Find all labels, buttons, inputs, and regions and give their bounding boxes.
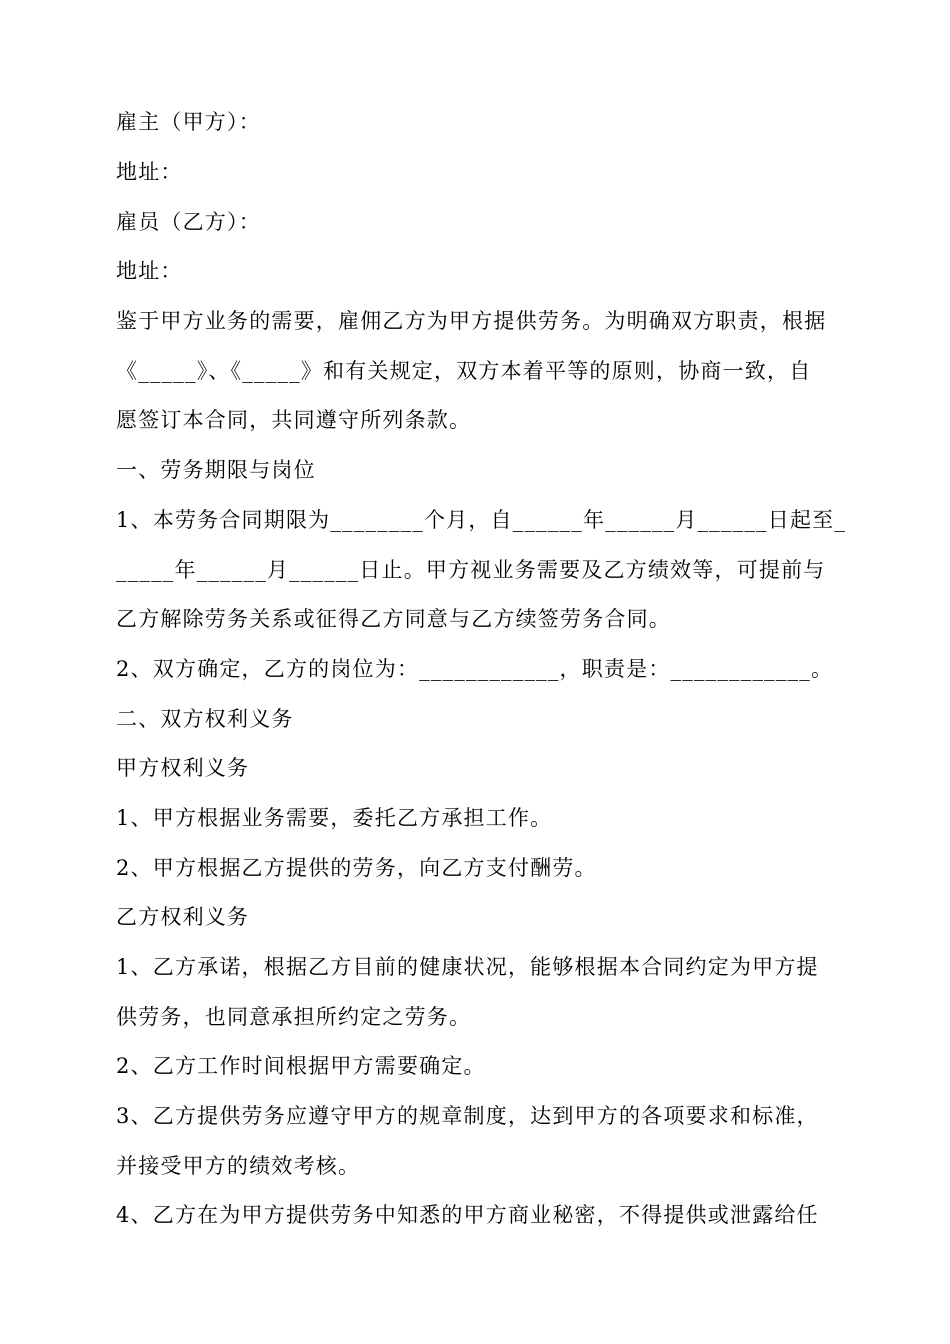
subheading-party-a: 甲方权利义务 [116,756,250,780]
clause-1-line-2: _____年______月______日止。甲方视业务需要及乙方绩效等，可提前与 [116,558,826,582]
preamble-line-2: 《_____》、《_____》和有关规定，双方本着平等的原则，协商一致，自 [116,359,812,383]
preamble-line-3: 愿签订本合同，共同遵守所列条款。 [116,408,472,432]
clause-1-line-1: 1、本劳务合同期限为________个月，自______年______月______日起至_ [116,508,847,532]
party-b-clause-4-line-1: 4、乙方在为甲方提供劳务中知悉的甲方商业秘密，不得提供或泄露给任 [116,1203,819,1227]
party-b-clause-2: 2、乙方工作时间根据甲方需要确定。 [116,1054,486,1078]
preamble-line-1: 鉴于甲方业务的需要，雇佣乙方为甲方提供劳务。为明确双方职责，根据 [116,309,827,333]
party-a-clause-2: 2、甲方根据乙方提供的劳务，向乙方支付酬劳。 [116,856,597,880]
section-heading-term-position: 一、劳务期限与岗位 [116,458,316,482]
employee-label: 雇员（乙方）： [116,210,261,234]
subheading-party-b: 乙方权利义务 [116,905,250,929]
section-heading-rights-duties: 二、双方权利义务 [116,707,294,731]
employee-address-label: 地址： [116,259,183,283]
party-b-clause-3-line-1: 3、乙方提供劳务应遵守甲方的规章制度，达到甲方的各项要求和标准， [116,1104,819,1128]
party-b-clause-3-line-2: 并接受甲方的绩效考核。 [116,1154,361,1178]
party-a-clause-1: 1、甲方根据业务需要，委托乙方承担工作。 [116,806,553,830]
clause-2-position: 2、双方确定，乙方的岗位为：____________，职责是：____________。 [116,657,834,681]
employer-address-label: 地址： [116,160,183,184]
clause-1-line-3: 乙方解除劳务关系或征得乙方同意与乙方续签劳务合同。 [116,607,671,631]
employer-label: 雇主（甲方）： [116,110,261,134]
party-b-clause-1-line-2: 供劳务，也同意承担所约定之劳务。 [116,1005,472,1029]
party-b-clause-1-line-1: 1、乙方承诺，根据乙方目前的健康状况，能够根据本合同约定为甲方提 [116,955,819,979]
